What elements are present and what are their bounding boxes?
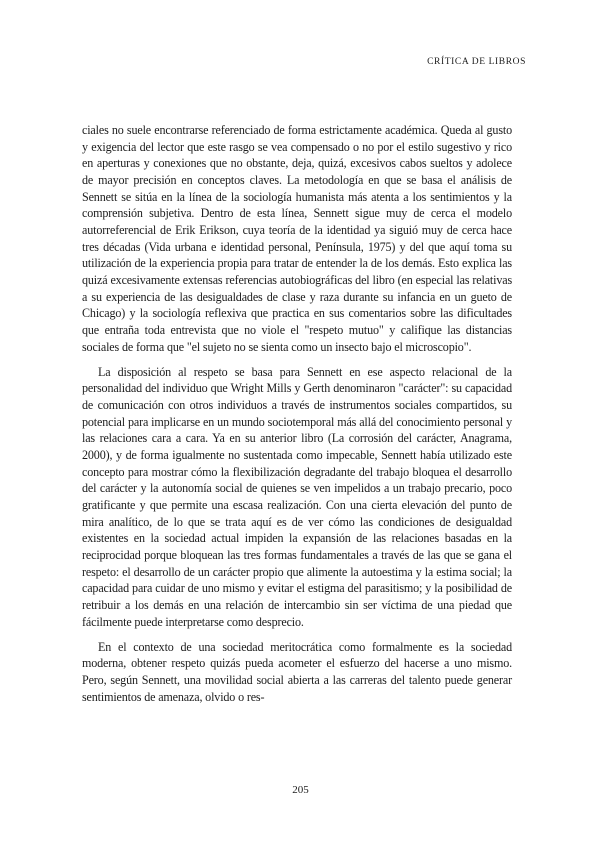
- paragraph-3: En el contexto de una sociedad meritocrática como formalmente es la sociedad moderna, obtener respeto quizás pueda acometer el esfuerzo del hacerse a uno mismo. Pero, según Sennett, una movilidad social abierta a las carreras del talento puede generar sentimientos de amenaza, olvido o res-: [82, 639, 512, 704]
- page-number: 205: [292, 784, 309, 796]
- running-head: CRÍTICA DE LIBROS: [427, 57, 526, 67]
- paragraph-1: ciales no suele encontrarse referenciado de forma estrictamente académica. Queda al gusto y exigencia del lector que este rasgo se vea compensado o no por el estilo sugestivo y rico en aperturas y conexiones que no obstante, deja, quizá, excesivos cabos sueltos y adolece de mayor precisión en conceptos claves. La metodología en que se basa el análisis de Sennett se sitúa en la línea de la sociología humanista más atenta a los sentimientos y la comprensión subjetiva. Dentro de esta línea, Sennett sigue muy de cerca el modelo autorreferencial de Erik Erikson, cuya teoría de la identidad ya siguió muy de cerca hace tres décadas (Vida urbana e identidad personal, Península, 1975) y del que aquí toma su utilización de la experiencia propia para tratar de entender la de los demás. Esto explica las quizá excesivamente extensas referencias autobiográficas del libro (en especial las relativas a su experiencia de las desigualdades de clase y raza durante su infancia en un gueto de Chicago) y la sociología reflexiva que practica en sus comentarios sobre las dificultades que entraña toda entrevista que no viole el "respeto mutuo" y califique las distancias sociales de forma que "el sujeto no se sienta como un insecto bajo el microscopio".: [82, 123, 512, 354]
- body-text: [82, 122, 512, 705]
- paragraph-2: La disposición al respeto se basa para Sennett en ese aspecto relacional de la personalidad del individuo que Wright Mills y Gerth denominaron "carácter": su capacidad de comunicación con otros individuos a través de instrumentos sociales compartidos, su potencial para implicarse en un mundo sociotemporal más allá del conocimiento personal y las relaciones cara a cara. Ya en su anterior libro (La corrosión del carácter, Anagrama, 2000), y de forma igualmente no sustentada como impecable, Sennett había utilizado este concepto para mostrar cómo la flexibilización degradante del trabajo bloquea el desarrollo del carácter y la autonomía social de quienes se ven impelidos a un trabajo precario, poco gratificante y que permite una escasa realización. Con una cierta elevación del punto de mira analítico, de lo que se trata aquí es de ver cómo las condiciones de desigualdad existentes en la sociedad actual impiden la expansión de las relaciones basadas en la reciprocidad porque bloquean las tres formas fundamentales a través de las que se gana el respeto: el desarrollo de un carácter propio que alimente la autoestima y la estima social; la capacidad para cuidar de uno mismo y evitar el estigma del parasitismo; y la posibilidad de retribuir a los demás en una relación de intercambio sin ser víctima de una piedad que fácilmente puede interpretarse como desprecio.: [82, 364, 512, 629]
